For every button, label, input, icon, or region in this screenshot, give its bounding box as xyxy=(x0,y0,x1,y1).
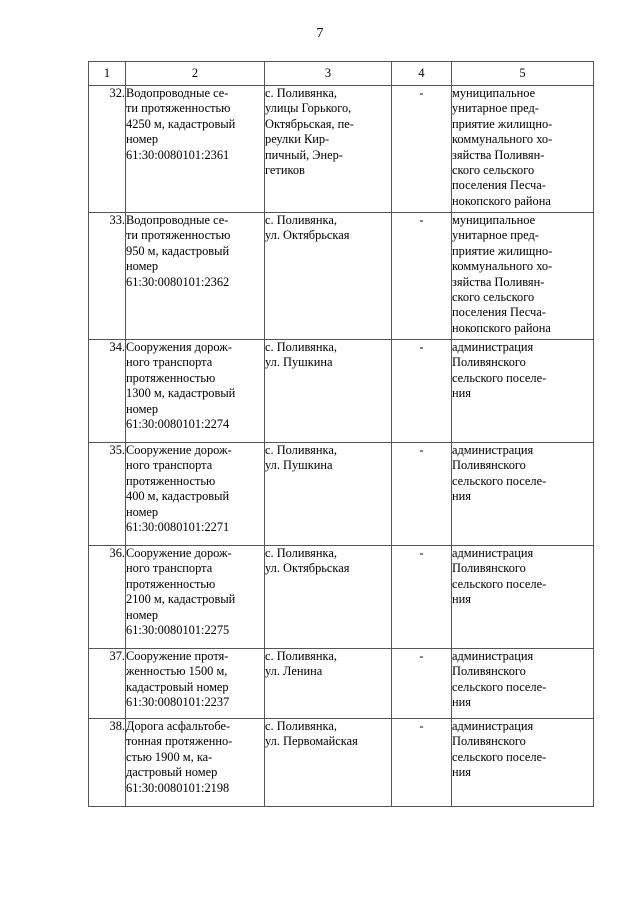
holder-cell xyxy=(452,443,594,546)
page-number: 7 xyxy=(316,26,324,41)
table-row xyxy=(89,443,594,546)
object-name-line: 1300 м, кадастровый xyxy=(126,386,236,401)
holder-line: приятие жилищно- xyxy=(452,116,553,131)
address-line: с. Поливянка, xyxy=(265,86,337,100)
object-name-cell xyxy=(126,86,265,213)
address-cell xyxy=(265,86,392,213)
object-name-line: Водопроводные се- xyxy=(126,213,229,227)
address-line: пичный, Энер- xyxy=(265,147,343,162)
address-line: улицы Горького, xyxy=(265,101,352,116)
holder-line: муниципальное xyxy=(452,86,536,100)
holder-line: ского сельского xyxy=(452,163,535,178)
column-4-cell: - xyxy=(392,719,452,807)
holder-cell xyxy=(452,719,594,807)
object-name-cell xyxy=(126,340,265,443)
holder-line: сельского поселе- xyxy=(452,679,547,694)
holder-line: унитарное пред- xyxy=(452,228,539,243)
holder-line: нокопского района xyxy=(452,193,551,208)
address-line: ул. Пушкина xyxy=(265,458,333,473)
object-name-line: протяженностью xyxy=(126,576,216,591)
address-cell xyxy=(265,213,392,340)
column-header: 5 xyxy=(452,62,594,86)
column-4-cell: - xyxy=(392,213,452,340)
column-4-cell: - xyxy=(392,649,452,719)
column-4-cell: - xyxy=(392,86,452,213)
holder-line: администрация xyxy=(452,719,534,733)
object-name-line: 61:30:0080101:2274 xyxy=(126,417,230,432)
row-number: 33. xyxy=(89,213,126,340)
holder-line: ния xyxy=(452,386,471,401)
column-4-cell: - xyxy=(392,340,452,443)
row-number: 34. xyxy=(89,340,126,443)
holder-line: сельского поселе- xyxy=(452,473,547,488)
object-name-line: номер xyxy=(126,401,159,416)
row-number: 35. xyxy=(89,443,126,546)
object-name-line: протяженностью xyxy=(126,473,216,488)
table-row xyxy=(89,213,594,340)
holder-line: ния xyxy=(452,489,471,504)
table-row xyxy=(89,719,594,807)
holder-line: администрация xyxy=(452,546,534,560)
row-number: 38. xyxy=(89,719,126,807)
object-name-line: 61:30:0080101:2362 xyxy=(126,274,230,289)
holder-line: унитарное пред- xyxy=(452,101,539,116)
holder-line: администрация xyxy=(452,340,534,354)
object-name-line: 2100 м, кадастровый xyxy=(126,592,236,607)
object-name-line: ного транспорта xyxy=(126,355,213,370)
address-line: с. Поливянка, xyxy=(265,443,337,457)
object-name-line: Водопроводные се- xyxy=(126,86,229,100)
holder-line: сельского поселе- xyxy=(452,370,547,385)
column-header: 4 xyxy=(392,62,452,86)
address-line: ул. Октябрьская xyxy=(265,561,350,576)
holder-cell xyxy=(452,213,594,340)
holder-line: приятие жилищно- xyxy=(452,243,553,258)
row-number: 37. xyxy=(89,649,126,719)
table-body xyxy=(89,86,594,807)
address-cell xyxy=(265,649,392,719)
holder-line: коммунального хо- xyxy=(452,132,553,147)
object-name-line: 950 м, кадастровый xyxy=(126,243,230,258)
object-name-line: 61:30:0080101:2361 xyxy=(126,147,230,162)
holder-line: зяйства Поливян- xyxy=(452,274,545,289)
table-row xyxy=(89,86,594,213)
holder-line: Поливянского xyxy=(452,664,526,679)
column-header: 2 xyxy=(126,62,265,86)
holder-line: поселения Песча- xyxy=(452,305,546,320)
object-name-line: Сооружение дорож- xyxy=(126,546,232,560)
object-name-line: ного транспорта xyxy=(126,458,213,473)
holder-line: поселения Песча- xyxy=(452,178,546,193)
holder-line: муниципальное xyxy=(452,213,536,227)
holder-line: нокопского района xyxy=(452,320,551,335)
table-row xyxy=(89,546,594,649)
object-name-line: 61:30:0080101:2198 xyxy=(126,780,230,795)
column-header: 1 xyxy=(89,62,126,86)
holder-line: Поливянского xyxy=(452,355,526,370)
object-name-line: номер xyxy=(126,607,159,622)
object-name-line: номер xyxy=(126,504,159,519)
object-name-line: протяженностью xyxy=(126,370,216,385)
object-name-line: Сооружение дорож- xyxy=(126,443,232,457)
object-name-line: Сооружение протя- xyxy=(126,649,229,663)
address-cell xyxy=(265,340,392,443)
address-cell xyxy=(265,443,392,546)
object-name-line: кадастровый номер xyxy=(126,679,229,694)
holder-line: ния xyxy=(452,695,471,710)
object-name-line: тонная протяженно- xyxy=(126,734,233,749)
holder-cell xyxy=(452,340,594,443)
object-name-line: 61:30:0080101:2237 xyxy=(126,695,230,710)
address-line: Октябрьская, пе- xyxy=(265,116,354,131)
address-line: ул. Октябрьская xyxy=(265,228,350,243)
holder-line: коммунального хо- xyxy=(452,259,553,274)
holder-line: зяйства Поливян- xyxy=(452,147,545,162)
address-cell xyxy=(265,546,392,649)
holder-line: сельского поселе- xyxy=(452,749,547,764)
holder-line: Поливянского xyxy=(452,734,526,749)
object-name-line: 400 м, кадастровый xyxy=(126,489,230,504)
column-4-cell: - xyxy=(392,443,452,546)
object-name-line: стью 1900 м, ка- xyxy=(126,749,213,764)
column-numbers-row xyxy=(89,62,594,86)
object-name-line: дастровый номер xyxy=(126,765,218,780)
object-name-line: 4250 м, кадастровый xyxy=(126,116,236,131)
address-line: реулки Кир- xyxy=(265,132,330,147)
object-name-line: номер xyxy=(126,132,159,147)
property-registry-table xyxy=(88,61,594,807)
address-line: ул. Ленина xyxy=(265,664,323,679)
object-name-line: Дорога асфальтобе- xyxy=(126,719,231,733)
object-name-cell xyxy=(126,213,265,340)
object-name-line: 61:30:0080101:2271 xyxy=(126,520,230,535)
row-number: 36. xyxy=(89,546,126,649)
object-name-cell xyxy=(126,649,265,719)
holder-line: Поливянского xyxy=(452,561,526,576)
holder-cell xyxy=(452,86,594,213)
object-name-line: ти протяженностью xyxy=(126,228,231,243)
address-line: с. Поливянка, xyxy=(265,546,337,560)
address-cell xyxy=(265,719,392,807)
table-row xyxy=(89,340,594,443)
holder-line: Поливянского xyxy=(452,458,526,473)
address-line: с. Поливянка, xyxy=(265,213,337,227)
address-line: с. Поливянка, xyxy=(265,719,337,733)
object-name-cell xyxy=(126,443,265,546)
address-line: с. Поливянка, xyxy=(265,340,337,354)
object-name-line: Сооружения дорож- xyxy=(126,340,232,354)
object-name-line: номер xyxy=(126,259,159,274)
object-name-cell xyxy=(126,546,265,649)
holder-line: ния xyxy=(452,592,471,607)
holder-line: администрация xyxy=(452,649,534,663)
address-line: с. Поливянка, xyxy=(265,649,337,663)
address-line: гетиков xyxy=(265,163,305,178)
holder-line: ния xyxy=(452,765,471,780)
holder-cell xyxy=(452,546,594,649)
address-line: ул. Пушкина xyxy=(265,355,333,370)
column-4-cell: - xyxy=(392,546,452,649)
object-name-cell xyxy=(126,719,265,807)
table-row xyxy=(89,649,594,719)
holder-line: администрация xyxy=(452,443,534,457)
row-number: 32. xyxy=(89,86,126,213)
address-line: ул. Первомайская xyxy=(265,734,358,749)
object-name-line: 61:30:0080101:2275 xyxy=(126,623,230,638)
holder-cell xyxy=(452,649,594,719)
object-name-line: ти протяженностью xyxy=(126,101,231,116)
holder-line: ского сельского xyxy=(452,290,535,305)
object-name-line: женностью 1500 м, xyxy=(126,664,228,679)
holder-line: сельского поселе- xyxy=(452,576,547,591)
object-name-line: ного транспорта xyxy=(126,561,213,576)
column-header: 3 xyxy=(265,62,392,86)
